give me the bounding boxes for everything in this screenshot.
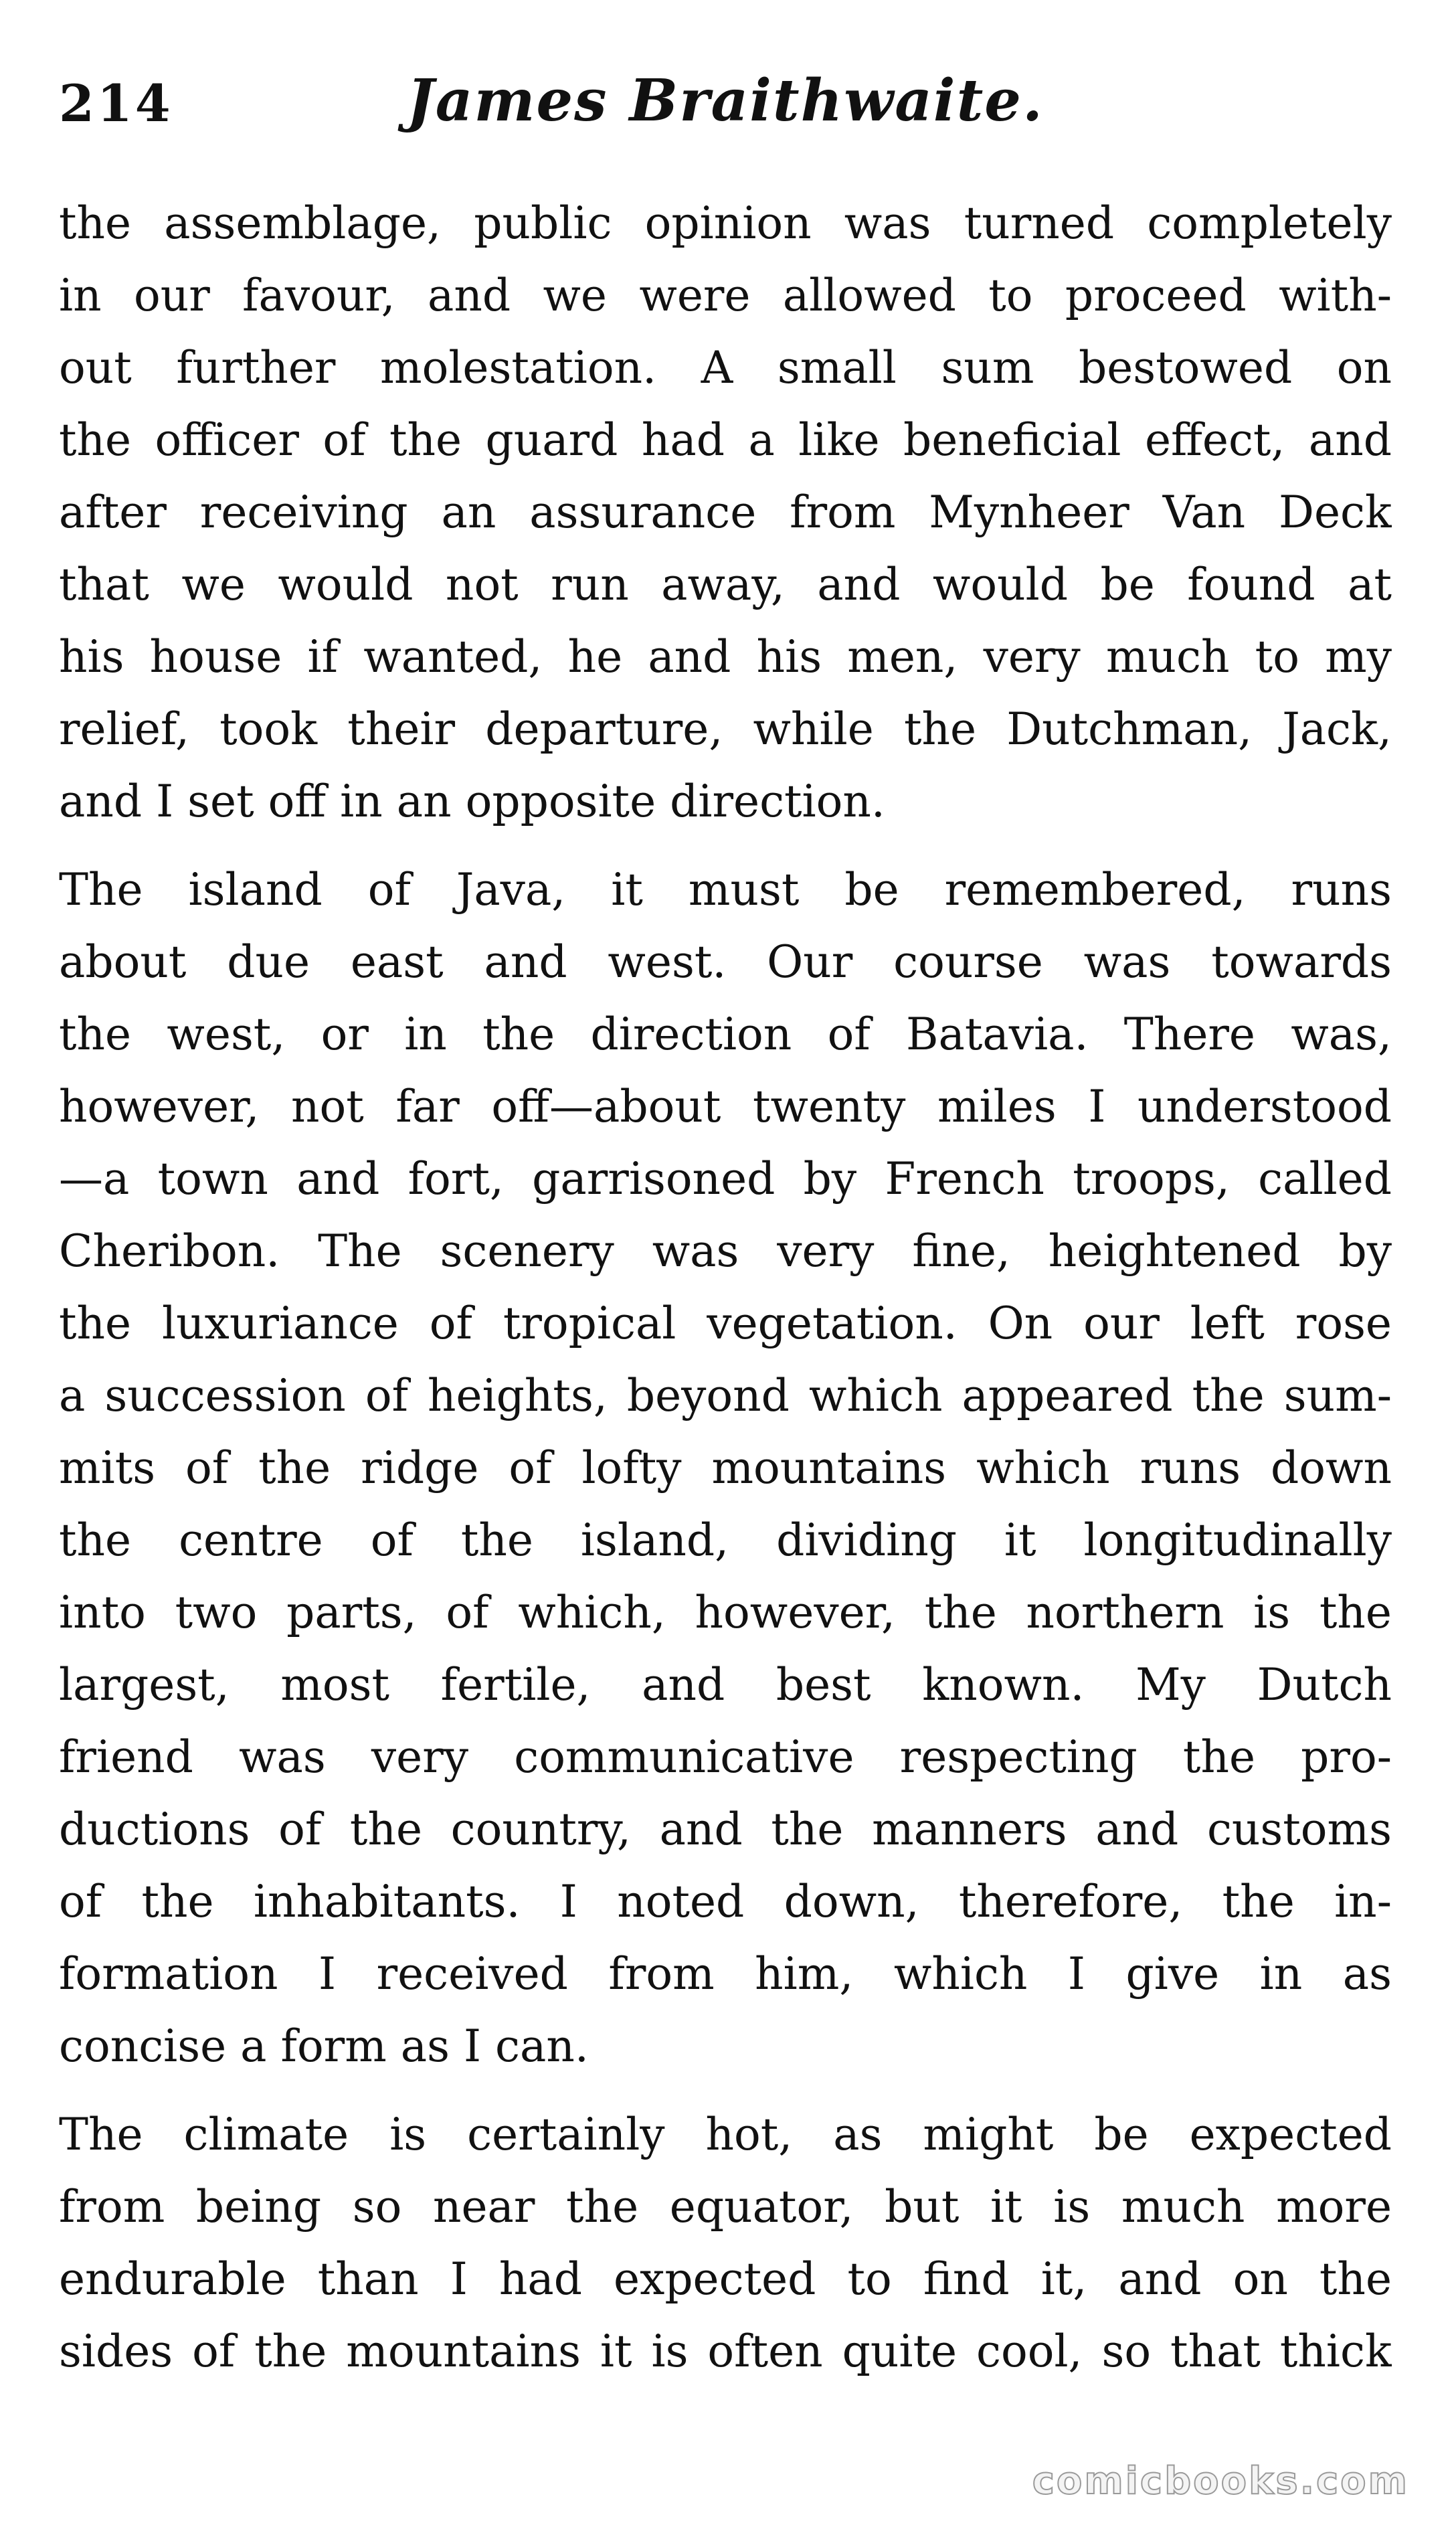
text-line: the officer of the guard had a like beneficial effect, and xyxy=(59,414,1392,466)
text-line: sides of the mountains it is often quite cool, so that thick xyxy=(59,2326,1392,2377)
text-line: the assemblage, public opinion was turned completely xyxy=(59,197,1392,249)
text-line: however, not far off—about twenty miles I understood xyxy=(59,1081,1392,1132)
text-line: concise a form as I can. xyxy=(59,2020,589,2072)
text-line: the luxuriance of tropical vegetation. On our left rose xyxy=(59,1298,1392,1349)
text-line: after receiving an assurance from Mynheer Van Deck xyxy=(59,487,1392,538)
paragraph xyxy=(59,854,1392,2083)
text-line: about due east and west. Our course was towards xyxy=(59,936,1392,988)
text-line: that we would not run away, and would be found at xyxy=(59,559,1392,610)
text-line: endurable than I had expected to find it, and on the xyxy=(59,2253,1392,2305)
text-line: mits of the ridge of lofty mountains which runs down xyxy=(59,1442,1392,1494)
text-line: largest, most fertile, and best known. My Dutch xyxy=(59,1659,1392,1711)
page-number: 214 xyxy=(59,74,173,133)
text-line: Cheribon. The scenery was very fine, heightened by xyxy=(59,1225,1392,1277)
text-line: —a town and fort, garrisoned by French troops, called xyxy=(59,1153,1392,1205)
text-line: The climate is certainly hot, as might be expected xyxy=(59,2109,1392,2160)
watermark-text: comicbooks.com xyxy=(1032,2459,1409,2503)
text-line: his house if wanted, he and his men, very much to my xyxy=(59,631,1392,683)
text-line: out further molestation. A small sum bestowed on xyxy=(59,342,1392,394)
body-text xyxy=(59,187,1392,2404)
text-line: in our favour, and we were allowed to proceed with- xyxy=(59,270,1392,321)
text-line: friend was very communicative respecting the pro- xyxy=(59,1731,1392,1783)
text-line: into two parts, of which, however, the northern is the xyxy=(59,1587,1392,1638)
text-line: from being so near the equator, but it is much more xyxy=(59,2181,1392,2233)
text-line: and I set off in an opposite direction. xyxy=(59,776,885,827)
paragraph xyxy=(59,187,1392,838)
text-line: the centre of the island, dividing it longitudinally xyxy=(59,1514,1392,1566)
running-title: James Braithwaite. xyxy=(407,67,1044,135)
text-line: relief, took their departure, while the Dutchman, Jack, xyxy=(59,703,1392,755)
text-line: The island of Java, it must be remembered, runs xyxy=(59,864,1392,916)
text-line: of the inhabitants. I noted down, therefore, the in- xyxy=(59,1876,1392,1927)
paragraph xyxy=(59,2099,1392,2388)
text-line: a succession of heights, beyond which appeared the sum- xyxy=(59,1370,1392,1421)
text-line: formation I received from him, which I give in as xyxy=(59,1948,1392,2000)
text-line: ductions of the country, and the manners and customs xyxy=(59,1804,1392,1855)
text-line: the west, or in the direction of Batavia. There was, xyxy=(59,1009,1392,1060)
page-header xyxy=(59,67,1392,174)
book-page xyxy=(59,67,1392,2449)
